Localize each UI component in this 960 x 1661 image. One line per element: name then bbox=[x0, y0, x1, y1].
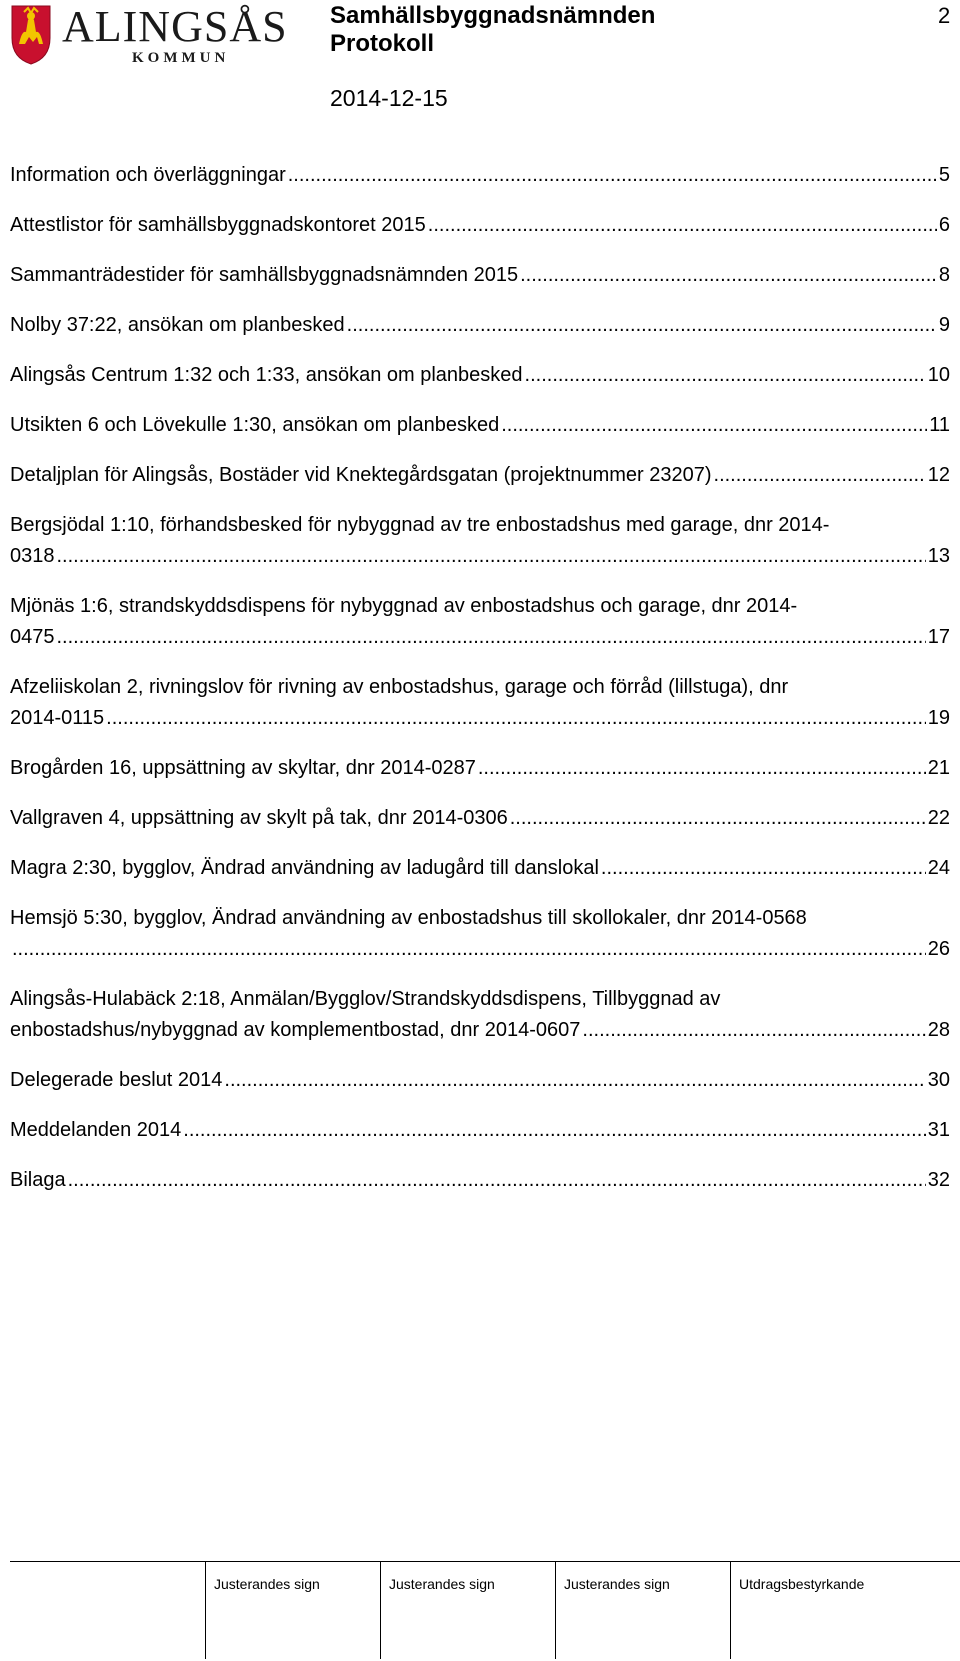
dot-leader bbox=[601, 853, 926, 884]
toc-entry[interactable] bbox=[10, 753, 950, 784]
dot-leader bbox=[183, 1115, 925, 1146]
dot-leader bbox=[478, 753, 926, 784]
table-of-contents bbox=[10, 160, 950, 1215]
toc-entry[interactable] bbox=[10, 672, 950, 734]
toc-entry-title: Vallgraven 4, uppsättning av skylt på tak, dnr 2014-0306 bbox=[10, 807, 508, 829]
toc-entry-title: Attestlistor för samhällsbyggnadskontoret 2015 bbox=[10, 214, 426, 236]
dot-leader bbox=[57, 541, 926, 572]
toc-page-number: 6 bbox=[938, 214, 950, 236]
toc-page-number: 5 bbox=[938, 164, 950, 186]
footer-rule bbox=[10, 1561, 960, 1562]
meeting-date: 2014-12-15 bbox=[330, 85, 448, 111]
toc-page-number: 10 bbox=[927, 364, 950, 386]
coat-of-arms-icon bbox=[10, 4, 52, 66]
toc-entry[interactable] bbox=[10, 1065, 950, 1096]
toc-entry[interactable] bbox=[10, 410, 950, 441]
dot-leader bbox=[501, 410, 927, 441]
dot-leader bbox=[106, 703, 926, 734]
toc-entry-title: Detaljplan för Alingsås, Bostäder vid Knektegårdsgatan (projektnummer 23207) bbox=[10, 464, 712, 486]
dot-leader bbox=[714, 460, 926, 491]
toc-page-number: 26 bbox=[927, 938, 950, 960]
dot-leader bbox=[347, 310, 937, 341]
toc-page-number: 9 bbox=[938, 314, 950, 336]
toc-page-number: 32 bbox=[927, 1169, 950, 1191]
toc-entry-title: Meddelanden 2014 bbox=[10, 1119, 182, 1141]
toc-entry[interactable] bbox=[10, 460, 950, 491]
toc-entry-title: Bilaga bbox=[10, 1169, 66, 1191]
attestation-label: Utdragsbestyrkande bbox=[739, 1576, 865, 1592]
toc-entry-title: Hemsjö 5:30, bygglov, Ändrad användning av enbostadshus till skollokaler, dnr 2014-0568 bbox=[10, 907, 807, 929]
toc-entry-title: 0318 bbox=[10, 545, 55, 567]
toc-page-number: 28 bbox=[927, 1019, 950, 1041]
dot-leader bbox=[510, 803, 926, 834]
signature-label: Justerandes sign bbox=[214, 1576, 320, 1592]
toc-entry-title: 2014-0115 bbox=[10, 707, 105, 729]
toc-page-number: 31 bbox=[927, 1119, 950, 1141]
toc-entry[interactable] bbox=[10, 360, 950, 391]
toc-entry[interactable] bbox=[10, 903, 950, 965]
toc-page-number: 11 bbox=[929, 414, 950, 436]
toc-page-number: 24 bbox=[927, 857, 950, 879]
logo-subtitle: KOMMUN bbox=[132, 50, 230, 66]
toc-page-number: 13 bbox=[927, 545, 950, 567]
logo-wordmark: ALINGSÅS bbox=[62, 2, 288, 51]
dot-leader bbox=[582, 1015, 925, 1046]
toc-entry-title: 0475 bbox=[10, 626, 55, 648]
toc-entry[interactable] bbox=[10, 984, 950, 1046]
dot-leader bbox=[520, 260, 937, 291]
toc-entry[interactable] bbox=[10, 210, 950, 241]
toc-page-number: 22 bbox=[927, 807, 950, 829]
dot-leader bbox=[525, 360, 926, 391]
dot-leader bbox=[224, 1065, 925, 1096]
toc-entry-title: Afzeliiskolan 2, rivningslov för rivning av enbostadshus, garage och förråd (lillstuga), dnr bbox=[10, 676, 789, 698]
toc-page-number: 21 bbox=[927, 757, 950, 779]
toc-entry[interactable] bbox=[10, 510, 950, 572]
toc-entry-title: Utsikten 6 och Lövekulle 1:30, ansökan om planbesked bbox=[10, 414, 500, 436]
toc-entry-title: Alingsås-Hulabäck 2:18, Anmälan/Bygglov/Strandskyddsdispens, Tillbyggnad av bbox=[10, 988, 721, 1010]
toc-entry-title: Magra 2:30, bygglov, Ändrad användning av ladugård till danslokal bbox=[10, 857, 599, 879]
committee-name: Samhällsbyggnadsnämnden bbox=[330, 2, 656, 29]
toc-entry-title: Alingsås Centrum 1:32 och 1:33, ansökan om planbesked bbox=[10, 364, 523, 386]
toc-page-number: 12 bbox=[927, 464, 950, 486]
toc-entry-title: Mjönäs 1:6, strandskyddsdispens för nybyggnad av enbostadshus och garage, dnr 2014- bbox=[10, 595, 798, 617]
toc-entry[interactable] bbox=[10, 853, 950, 884]
dot-leader bbox=[57, 622, 926, 653]
toc-entry-title: Delegerade beslut 2014 bbox=[10, 1069, 223, 1091]
toc-entry-title: enbostadshus/nybyggnad av komplementbostad, dnr 2014-0607 bbox=[10, 1019, 581, 1041]
toc-entry-title: Nolby 37:22, ansökan om planbesked bbox=[10, 314, 345, 336]
toc-entry-title: Brogården 16, uppsättning av skyltar, dnr 2014-0287 bbox=[10, 757, 476, 779]
toc-entry[interactable] bbox=[10, 160, 950, 191]
document-type: Protokoll bbox=[330, 30, 435, 57]
toc-entry-title: Sammanträdestider för samhällsbyggnadsnämnden 2015 bbox=[10, 264, 519, 286]
signature-footer bbox=[10, 1561, 960, 1661]
signature-label: Justerandes sign bbox=[389, 1576, 495, 1592]
toc-entry[interactable] bbox=[10, 803, 950, 834]
toc-entry[interactable] bbox=[10, 1165, 950, 1196]
dot-leader bbox=[288, 160, 937, 191]
toc-entry-title: Bergsjödal 1:10, förhandsbesked för nybyggnad av tre enbostadshus med garage, dnr 2014- bbox=[10, 514, 830, 536]
dot-leader bbox=[428, 210, 937, 241]
dot-leader bbox=[12, 934, 926, 965]
toc-entry[interactable] bbox=[10, 260, 950, 291]
signature-box-2 bbox=[380, 1561, 495, 1659]
toc-entry-title: Information och överläggningar bbox=[10, 164, 286, 186]
signature-label: Justerandes sign bbox=[564, 1576, 670, 1592]
toc-page-number: 17 bbox=[927, 626, 950, 648]
toc-entry[interactable] bbox=[10, 1115, 950, 1146]
toc-page-number: 19 bbox=[927, 707, 950, 729]
page-number: 2 bbox=[938, 3, 951, 28]
toc-page-number: 30 bbox=[927, 1069, 950, 1091]
signature-box-3 bbox=[555, 1561, 670, 1659]
alingsas-logo bbox=[10, 2, 290, 70]
signature-box-1 bbox=[205, 1561, 320, 1659]
attestation-box bbox=[730, 1561, 865, 1659]
dot-leader bbox=[68, 1165, 926, 1196]
toc-entry[interactable] bbox=[10, 310, 950, 341]
toc-page-number: 8 bbox=[938, 264, 950, 286]
toc-entry[interactable] bbox=[10, 591, 950, 653]
